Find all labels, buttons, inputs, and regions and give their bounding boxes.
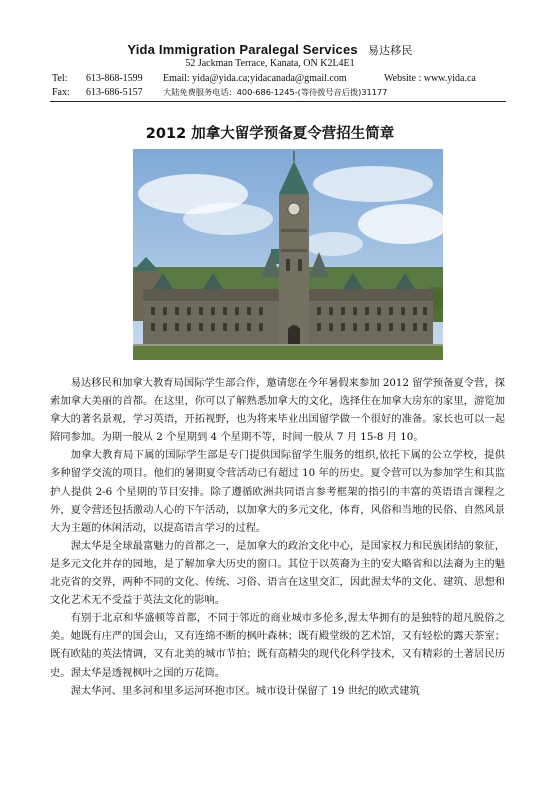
document-title: 2012 加拿大留学预备夏令营招生简章: [145, 126, 395, 142]
paragraph-international-students: 加拿大教育局下属的国际学生部是专门提供国际留学生服务的组织,依托下属的公立学校，提供多种留学交流的项目。他们的暑期夏令营活动已有超过 10 年的历史。夏令营可以为参加学生和其监护人提供 2-6 个星期的节目安排。除了遵循欧洲共同语言参考框架的指引的丰富的英语语言课程之外，夏令营还包括激动人心的下午活动，以加拿大的多元文化，体育，风俗和当地的民俗、自然风景大为主题的休闲活动，以提高语言学习的过程。: [50, 449, 505, 534]
website-link[interactable]: Website : www.yida.ca: [384, 73, 476, 84]
parliament-photo: [133, 149, 443, 360]
header-divider: [50, 101, 506, 102]
fax-label: Fax:: [52, 87, 70, 98]
fax-number: 613-686-5157: [86, 87, 143, 98]
tel-number: 613-868-1599: [86, 73, 143, 84]
paragraph-intro: 易达移民和加拿大教育局国际学生部合作，邀请您在今年暑假来参加 2012 留学预备夏令营，探索加拿大美丽的首都。在这里，你可以了解熟悉加拿大的文化，选择住在加拿大房东的家里，游览加拿大的著名景观，学习英语，开拓视野，也为将来毕业出国留学做一个很好的准备。家长也可以一起陪同参加。为期一般从 2 个星期到 4 个星期不等，时间一般从 7 月 15-8 月 10。: [50, 377, 505, 444]
hotline-text: 大陆免费服务电话：400-686-1245-(等待拨号音后拨)31177: [163, 87, 388, 97]
tel-label: Tel:: [52, 73, 68, 84]
company-name-en: Yida Immigration Paralegal Services: [127, 42, 358, 57]
paragraph-ottawa-beauty: 有别于北京和华盛顿等首都，不同于邻近的商业城市多伦多,渥太华拥有的是独特的超凡脱俗之美。她既有庄严的国会山，又有连绵不断的枫叶森林；既有殿堂级的艺术馆，又有轻松的露天茶室；既有欧陆的英法情调，又有北美的城市节拍；既有高精尖的现代化科学技术，又有精彩的土著居民历史。渥太华是透视枫叶之国的万花筒。: [50, 612, 505, 679]
paragraph-ottawa-rivers: 渥太华河、里多河和里多运河环抱市区。城市设计保留了 19 世纪的欧式建筑: [70, 684, 420, 697]
paragraph-ottawa-capital: 渥太华是全球最富魅力的首都之一，是加拿大的政治文化中心，是国家权力和民族团结的象征，是多元文化并存的园地，是了解加拿大历史的窗口。其位于以英裔为主的安大略省和以法裔为主的魁北克省的交界，两种不同的文化、传统、习俗、语言在这里交汇，因此渥太华的文化、建筑、思想和文化艺术无不受益于英法文化的影响。: [50, 539, 505, 607]
body-text: [50, 374, 505, 700]
email-address[interactable]: Email: yida@yida.ca;yidacanada@gmail.com: [163, 73, 347, 84]
company-name-cn: 易达移民: [367, 44, 413, 57]
letterhead-address: 52 Jackman Terrace, Kanata, ON K2L4E1: [185, 58, 355, 69]
letterhead-title: [0, 42, 540, 58]
